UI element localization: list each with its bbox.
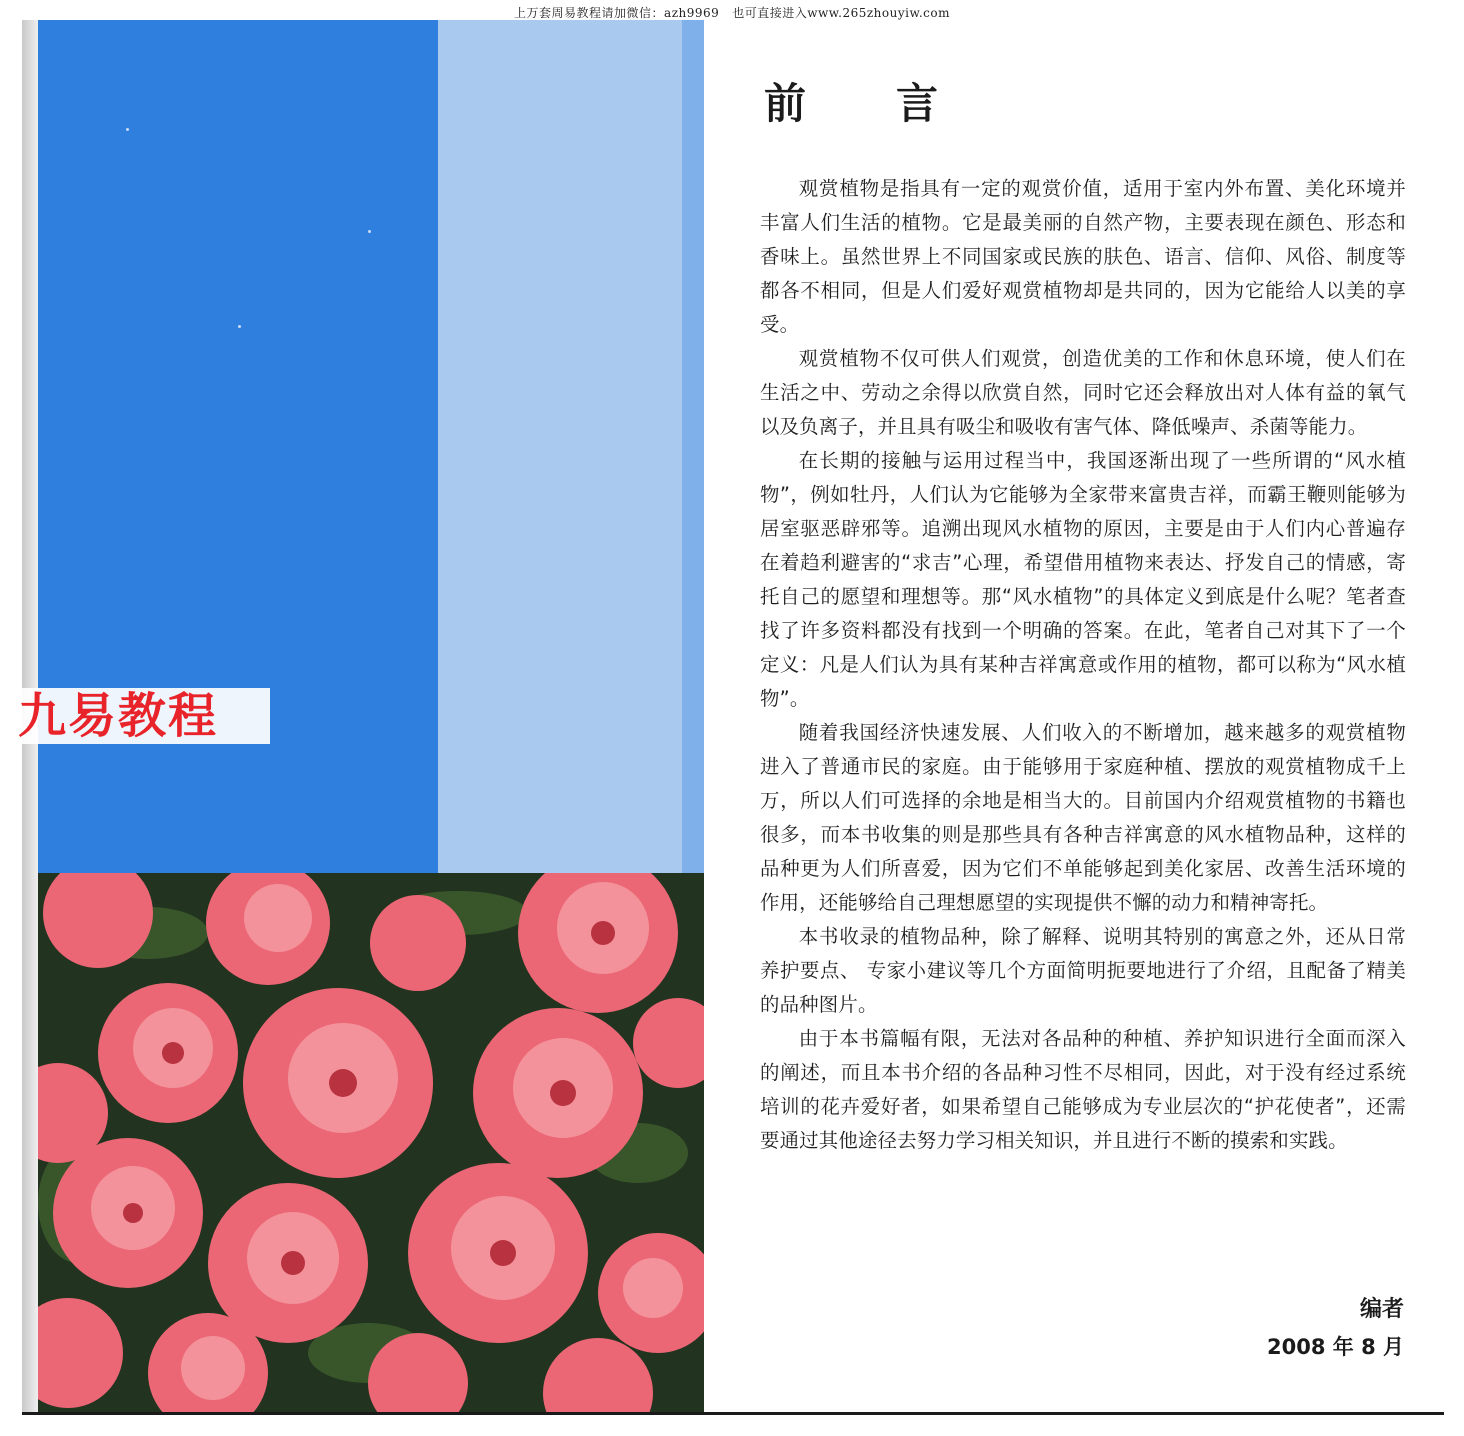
logo-watermark-text: 九易教程 (18, 688, 219, 744)
flower-photo (38, 873, 704, 1412)
page-bottom-rule (22, 1412, 1444, 1415)
paragraph-1: 观赏植物是指具有一定的观赏价值，适用于室内外布置、美化环境并丰富人们生活的植物。它是最美丽的自然产物，主要表现在颜色、形态和香味上。虽然世界上不同国家或民族的肤色、语言、信仰、风俗、制度等都各不相同，但是人们爱好观赏植物却是共同的，因为它能给人以美的享受。 (760, 177, 1406, 336)
signature-block (1267, 1290, 1404, 1364)
logo-watermark (14, 688, 270, 744)
azalea-flowers-image (38, 873, 704, 1412)
paragraph-5: 本书收录的植物品种，除了解释、说明其特别的寓意之外，还从日常养护要点、 专家小建议等几个方面简明扼要地进行了介绍，且配备了精美的品种图片。 (760, 925, 1406, 1016)
paragraph-6: 由于本书篇幅有限，无法对各品种的种植、养护知识进行全面而深入的阐述，而且本书介绍的各品种习性不尽相同，因此，对于没有经过系统培训的花卉爱好者，如果希望自己能够成为专业层次的“护花使者”，还需要通过其他途径去努力学习相关知识，并且进行不断的摸索和实践。 (760, 1027, 1406, 1152)
top-watermark: 上万套周易教程请加微信：azh9969 也可直接进入www.265zhouyiw.com (514, 6, 950, 20)
signature-date: 2008 年 8 月 (1267, 1335, 1404, 1359)
signature-author: 编者 (1359, 1297, 1404, 1322)
blue-block-dark (38, 20, 438, 873)
preface-text-column (760, 70, 1406, 1158)
paragraph-4: 随着我国经济快速发展、人们收入的不断增加，越来越多的观赏植物进入了普通市民的家庭。由于能够用于家庭种植、摆放的观赏植物成千上万，所以人们可选择的余地是相当大的。目前国内介绍观赏植物的书籍也很多，而本书收集的则是那些具有各种吉祥寓意的风水植物品种，这样的品种更为人们所喜爱，因为它们不单能够起到美化家居、改善生活环境的作用，还能够给自己理想愿望的实现提供不懈的动力和精神寄托。 (760, 721, 1406, 914)
page-title: 前言 (764, 79, 1029, 128)
blue-block-light (438, 20, 682, 873)
paragraph-2: 观赏植物不仅可供人们观赏，创造优美的工作和休息环境，使人们在生活之中、劳动之余得以欣赏自然，同时它还会释放出对人体有益的氧气以及负离子，并且具有吸尘和吸收有害气体、降低噪声、杀菌等能力。 (760, 347, 1406, 438)
paragraph-3: 在长期的接触与运用过程当中，我国逐渐出现了一些所谓的“风水植物”，例如牡丹，人们认为它能够为全家带来富贵吉祥，而霸王鞭则能够为居室驱恶辟邪等。追溯出现风水植物的原因，主要是由于人们内心普遍存在着趋利避害的“求吉”心理，希望借用植物来表达、抒发自己的情感，寄托自己的愿望和理想等。那“风水植物”的具体定义到底是什么呢？笔者查找了许多资料都没有找到一个明确的答案。在此，笔者自己对其下了一个定义：凡是人们认为具有某种吉祥寓意或作用的植物，都可以称为“风水植物”。 (760, 449, 1406, 710)
blue-block-strip (682, 20, 704, 873)
